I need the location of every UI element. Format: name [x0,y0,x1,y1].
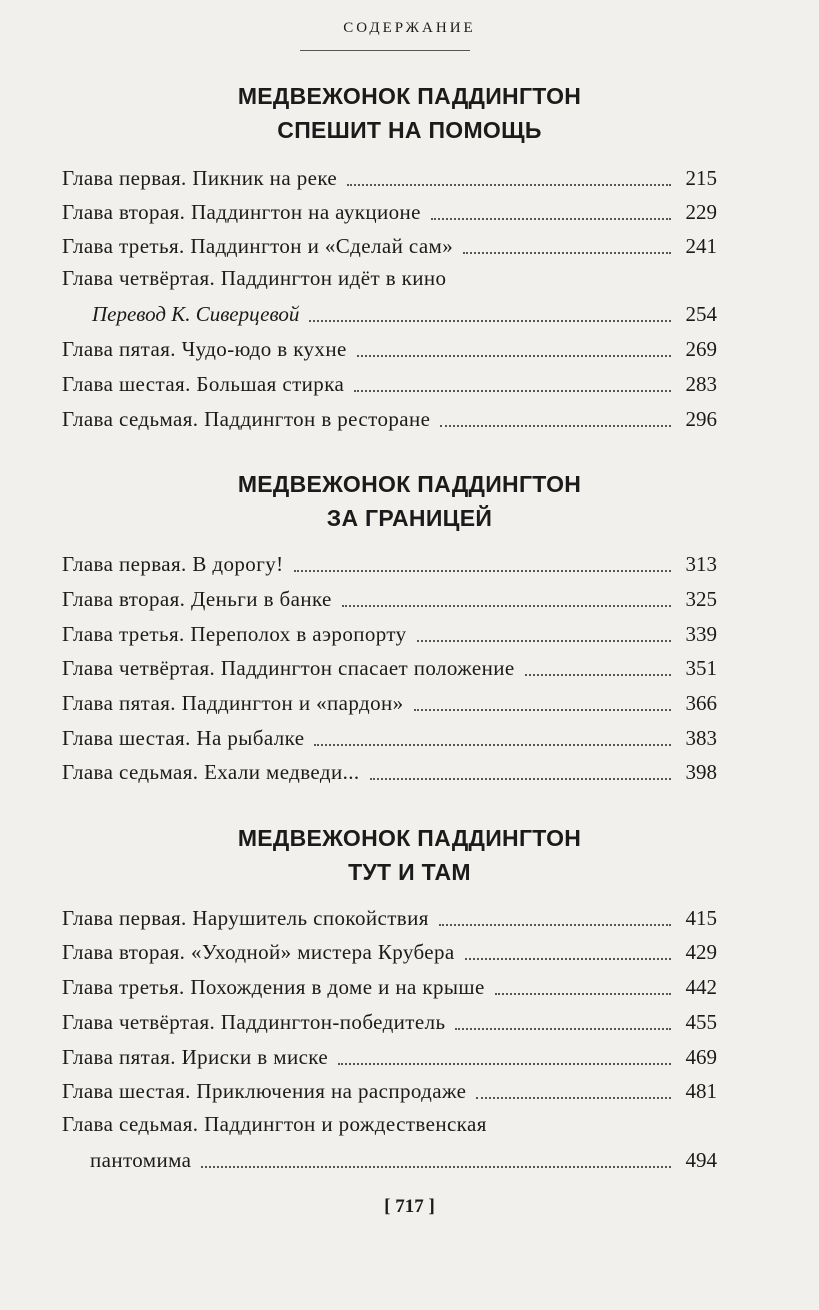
leader-dots [525,674,671,676]
toc-entry-title: Глава шестая. На рыбалке [62,726,305,750]
toc-entry-title: Глава четвёртая. Паддингтон-победитель [62,1010,446,1034]
toc-entry-title: Глава третья. Похождения в доме и на крыше [62,975,485,999]
toc-entry-title: Глава первая. В дорогу! [62,552,284,576]
toc-entry-translator[interactable] [92,294,717,328]
toc-entry-page: 398 [685,760,717,784]
section-title-line: СПЕШИТ НА ПОМОЩЬ [277,117,542,143]
toc-entry-title: Глава вторая. «Уходной» мистера Крубера [62,940,455,964]
toc-entry-title: Глава первая. Нарушитель спокойствия [62,906,429,930]
toc-entry-title: Глава вторая. Паддингтон на аукционе [62,200,421,224]
toc-entry-page: 469 [685,1045,717,1069]
leader-dots [439,924,671,926]
toc-entry-page: 283 [685,372,717,396]
toc-entry-page: 215 [685,166,717,190]
toc-entry[interactable] [62,158,717,192]
toc-entry-title: Глава пятая. Ириски в миске [62,1045,329,1069]
leader-dots [440,425,671,427]
leader-dots [463,252,671,254]
toc-entry[interactable] [62,1037,717,1071]
toc-entry-title: Глава первая. Пикник на реке [62,166,338,190]
toc-entry-page: 494 [685,1148,717,1172]
leader-dots [417,640,671,642]
toc-entry-page: 229 [685,200,717,224]
toc-entry-page: 254 [685,302,717,326]
toc-entry-title: Глава пятая. Чудо-юдо в кухне [62,337,347,361]
toc-entry[interactable] [62,192,717,226]
leader-dots [309,320,671,322]
toc-entry-title: пантомима [90,1148,192,1172]
toc-entry-title: Глава вторая. Деньги в банке [62,587,332,611]
running-head: СОДЕРЖАНИЕ [343,20,476,36]
leader-dots [455,1028,671,1030]
toc-entry-title: Глава четвёртая. Паддингтон спасает положение [62,656,515,680]
leader-dots [294,570,672,572]
header-rule [300,50,470,51]
toc-entry-page: 481 [685,1079,717,1103]
leader-dots [357,355,671,357]
toc-entry-title[interactable]: Глава четвёртая. Паддингтон идёт в кино [62,266,447,290]
toc-entry-page: 442 [685,975,717,999]
toc-entry[interactable] [62,898,717,932]
leader-dots [354,390,671,392]
toc-entry[interactable] [62,614,717,648]
leader-dots [342,605,671,607]
section-title-line: ТУТ И ТАМ [348,859,471,885]
toc-entry[interactable] [62,544,717,578]
toc-entry[interactable] [62,364,717,398]
toc-entry[interactable] [62,226,717,260]
leader-dots [314,744,671,746]
leader-dots [347,184,671,186]
toc-entry-page: 383 [685,726,717,750]
toc-entry-title: Глава седьмая. Ехали медведи... [62,760,360,784]
toc-entry-page: 296 [685,407,717,431]
toc-entry-page: 415 [685,906,717,930]
toc-entry[interactable] [62,967,717,1001]
page-number: [ 717 ] [384,1196,435,1217]
leader-dots [465,958,671,960]
toc-entry-title: Глава шестая. Большая стирка [62,372,345,396]
toc-entry[interactable] [62,1002,717,1036]
toc-entry[interactable] [62,648,717,682]
toc-entry-title: Глава третья. Переполох в аэропорту [62,622,407,646]
toc-entry-title: Глава третья. Паддингтон и «Сделай сам» [62,234,454,258]
section-title-line: ЗА ГРАНИЦЕЙ [326,505,493,531]
toc-entry-title: Глава седьмая. Паддингтон в ресторане [62,407,431,431]
toc-entry-page: 429 [685,940,717,964]
toc-entry-page: 366 [685,691,717,715]
leader-dots [495,993,671,995]
toc-entry-page: 241 [685,234,717,258]
leader-dots [201,1166,671,1168]
toc-entry[interactable] [62,1071,717,1105]
section-title-line: МЕДВЕЖОНОК ПАДДИНГТОН [237,83,582,109]
toc-entry[interactable] [62,932,717,966]
toc-entry[interactable] [62,752,717,786]
toc-entry[interactable] [62,683,717,717]
leader-dots [370,778,671,780]
toc-entry[interactable] [62,579,717,613]
toc-entry-page: 339 [685,622,717,646]
toc-entry[interactable] [62,399,717,433]
toc-entry-title[interactable]: Глава седьмая. Паддингтон и рождественская [62,1112,487,1136]
toc-entry[interactable] [62,329,717,363]
toc-entry-page: 455 [685,1010,717,1034]
translator-credit: Перевод К. Сиверцевой [92,302,300,326]
leader-dots [476,1097,671,1099]
toc-entry[interactable] [62,718,717,752]
toc-entry-continuation[interactable] [90,1140,717,1174]
leader-dots [414,709,671,711]
section-title-line: МЕДВЕЖОНОК ПАДДИНГТОН [237,471,582,497]
toc-entry-page: 269 [685,337,717,361]
toc-entry-title: Глава пятая. Паддингтон и «пардон» [62,691,404,715]
section-title-line: МЕДВЕЖОНОК ПАДДИНГТОН [237,825,582,851]
toc-entry-title: Глава шестая. Приключения на распродаже [62,1079,467,1103]
toc-entry-page: 325 [685,587,717,611]
toc-entry-page: 313 [685,552,717,576]
leader-dots [431,218,671,220]
leader-dots [338,1063,671,1065]
toc-entry-page: 351 [685,656,717,680]
